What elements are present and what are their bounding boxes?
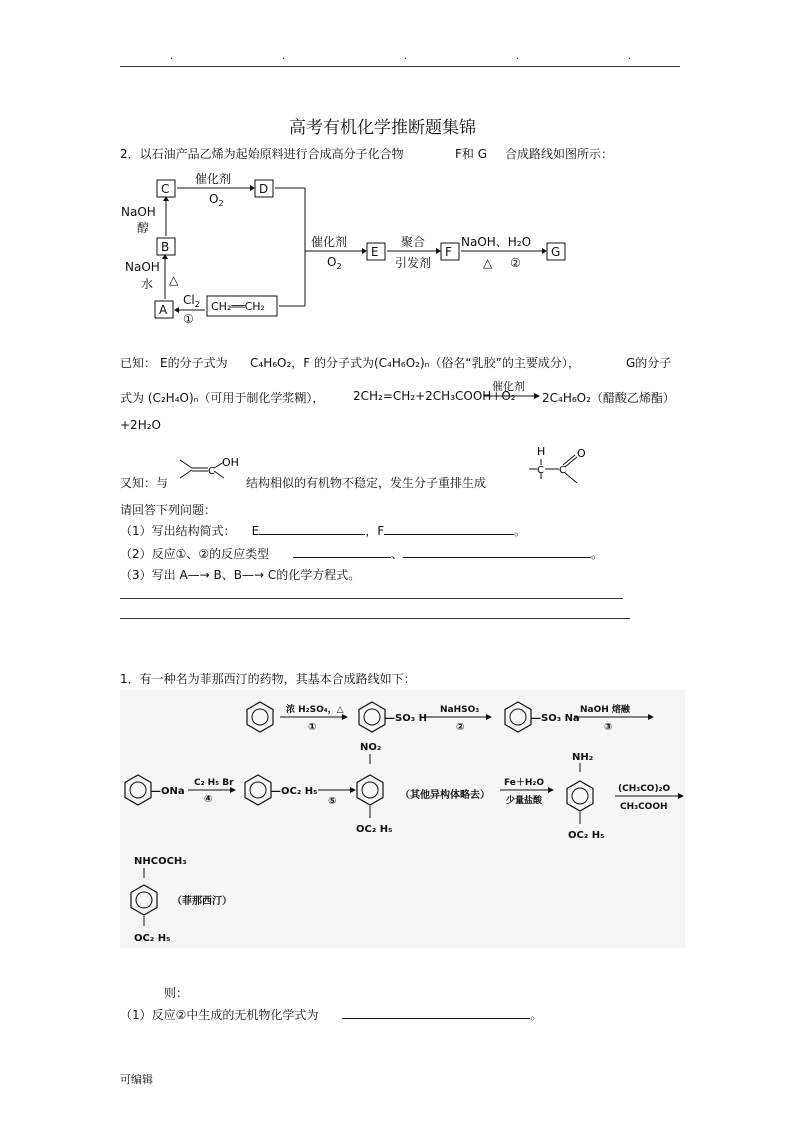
aminophenetole-ring <box>567 781 593 811</box>
phenetole-ring <box>245 775 271 805</box>
step-4: ④ <box>204 794 213 805</box>
polymerize-label: 聚合 <box>401 235 426 249</box>
reagent-7-top: (CH₃CO)₂O <box>618 784 671 794</box>
product-name: （菲那西汀） <box>172 896 232 907</box>
known-f-name: (C₄H₆O₂)ₙ（俗名“乳胶”的主要成分）， <box>374 356 580 370</box>
reagent-6-bottom: 少量盐酸 <box>506 796 543 806</box>
also-desc: 结构相似的有机物不稳定，发生分子重排生成 <box>246 476 487 490</box>
q2-synthesis-diagram <box>115 168 585 328</box>
ask-label: 请回答下列问题： <box>120 503 217 517</box>
oc2h5-group-c: OC₂ H₅ <box>568 830 605 841</box>
q2-part-3: （3）写出 A—→ B、B—→ C的化学方程式。 <box>120 568 361 582</box>
label-b: B <box>161 240 170 254</box>
answer-blank-e[interactable] <box>259 522 365 535</box>
oc2h5-group: —OC₂ H₅ <box>271 786 318 797</box>
naoh-alcohol-label: NaOH <box>121 205 156 219</box>
oc2h5-group-d: OC₂ H₅ <box>134 933 171 944</box>
enol-c: C <box>208 466 215 477</box>
q1-synthesis-scheme <box>120 690 685 948</box>
reagent-7-bottom: CH₃COOH <box>620 802 668 812</box>
benzenesulfonic-ring <box>359 702 385 732</box>
catalyst-arrow-label: 催化剂 <box>492 380 525 393</box>
header-dot: . <box>404 52 407 62</box>
ethylene-label: CH₂══CH₂ <box>211 300 265 313</box>
keto-o: O <box>577 447 586 460</box>
step-2: ② <box>456 722 465 733</box>
reagent-3: NaOH 熔融 <box>580 705 630 715</box>
nh2-group: NH₂ <box>572 752 594 763</box>
cl2-label: $Cl_2$ <box>183 293 200 309</box>
header-dot: . <box>282 52 285 62</box>
header-rule <box>120 66 680 67</box>
known-g-start: G的分子 <box>626 356 672 370</box>
keto-c2: C <box>559 465 566 476</box>
step-2-label: ② <box>510 256 521 270</box>
reagent-1: 浓 H₂SO₄，△ <box>286 705 344 715</box>
label-d: D <box>259 182 269 196</box>
reagent-4: C₂ H₅ Br <box>194 778 234 788</box>
q2-part-1: （1）写出结构简式： E ，F 。 <box>120 524 527 538</box>
keto-c1: C <box>537 465 544 476</box>
ona-group: —ONa <box>151 786 185 797</box>
step-1-label: ① <box>183 312 194 326</box>
benzene-ring <box>247 702 273 732</box>
q1-then: 则： <box>164 986 189 1000</box>
header-dot: . <box>170 52 173 62</box>
known-g-formula: 式为 (C₂H₄O)ₙ（可用于制化学浆糊）， <box>120 391 325 405</box>
enol-structure <box>178 454 248 488</box>
q1-intro: 1．有一种名为菲那西汀的药物，其基本合成路线如下： <box>120 672 416 686</box>
oc2h5-group-b: OC₂ H₅ <box>356 824 393 835</box>
q2-part-2: （2）反应①、②的反应类型 、 。 <box>120 547 604 561</box>
naoh-water-label: NaOH <box>125 260 160 274</box>
label-a: A <box>159 303 168 317</box>
step-1: ① <box>308 722 317 733</box>
page-title: 高考有机化学推断题集锦 <box>289 118 476 138</box>
answer-line-1[interactable] <box>120 598 623 599</box>
label-c: C <box>161 182 170 196</box>
answer-blank-inorganic[interactable] <box>342 1006 530 1019</box>
o2-label: $O_2$ <box>209 192 224 208</box>
catalyst-label-2: 催化剂 <box>311 235 348 249</box>
step-3: ③ <box>604 722 613 733</box>
label-e: E <box>371 245 379 259</box>
known-water: +2H₂O <box>120 418 161 432</box>
label-g: G <box>551 245 561 259</box>
nitrophenetole-ring <box>357 775 383 805</box>
heat-label: △ <box>169 273 179 287</box>
catalyst-label: 催化剂 <box>195 172 232 186</box>
keto-structure <box>525 443 595 493</box>
label-f: F <box>445 245 452 259</box>
reagent-6-top: Fe＋H₂O <box>504 778 545 788</box>
isomer-note: （其他异构体略去） <box>400 790 490 801</box>
known-f-formula: C₄H₆O₂，F 的分子式为 <box>250 356 374 370</box>
initiator-label: 引发剂 <box>395 256 432 270</box>
phenoxide-ring <box>125 775 151 805</box>
known-equation: 2CH₂=CH₂+2CH₃COOH+O₂ <box>353 389 516 403</box>
q2-intro-fg: F和 G <box>455 147 488 161</box>
nhcoch3-group: NHCOCH₃ <box>134 856 187 867</box>
known-label: 已知： <box>120 356 157 370</box>
footer-editable: 可编辑 <box>120 1073 153 1086</box>
sodium-sulfonate-ring <box>505 702 531 732</box>
alcohol-label: 醇 <box>137 221 150 235</box>
answer-blank-type-2[interactable] <box>403 545 591 558</box>
water-label: 水 <box>141 277 154 291</box>
catalyst-arrow <box>484 378 540 402</box>
known-e-formula: E的分子式为 <box>160 356 228 370</box>
enol-oh: OH <box>222 456 239 469</box>
q2-intro-end: 合成路线如图所示： <box>505 147 614 161</box>
q1-part-1: （1）反应②中生成的无机物化学式为 。 <box>120 1008 543 1022</box>
reagent-2: NaHSO₃ <box>440 705 480 715</box>
header-dot: . <box>628 52 631 62</box>
answer-line-2[interactable] <box>120 618 630 619</box>
known-equation-product: 2C₄H₆O₂（醋酸乙烯酯） <box>542 391 675 405</box>
naoh-h2o-label: NaOH、H₂O <box>461 235 532 249</box>
o2-label-2: $O_2$ <box>327 255 342 271</box>
step-5: ⑤ <box>328 796 337 807</box>
q2-intro: 2．以石油产品乙烯为起始原料进行合成高分子化合物 <box>120 147 404 161</box>
heat-label-2: △ <box>483 256 493 270</box>
so3na-group: —SO₃ Na <box>531 713 580 724</box>
also-label: 又知：与 <box>120 476 169 490</box>
answer-blank-f[interactable] <box>384 522 514 535</box>
phenacetin-ring <box>131 885 157 915</box>
no2-group: NO₂ <box>360 742 382 753</box>
so3h-group: —SO₃ H <box>385 713 427 724</box>
header-dot: . <box>516 52 519 62</box>
answer-blank-type-1[interactable] <box>293 545 391 558</box>
keto-h: H <box>537 445 546 458</box>
